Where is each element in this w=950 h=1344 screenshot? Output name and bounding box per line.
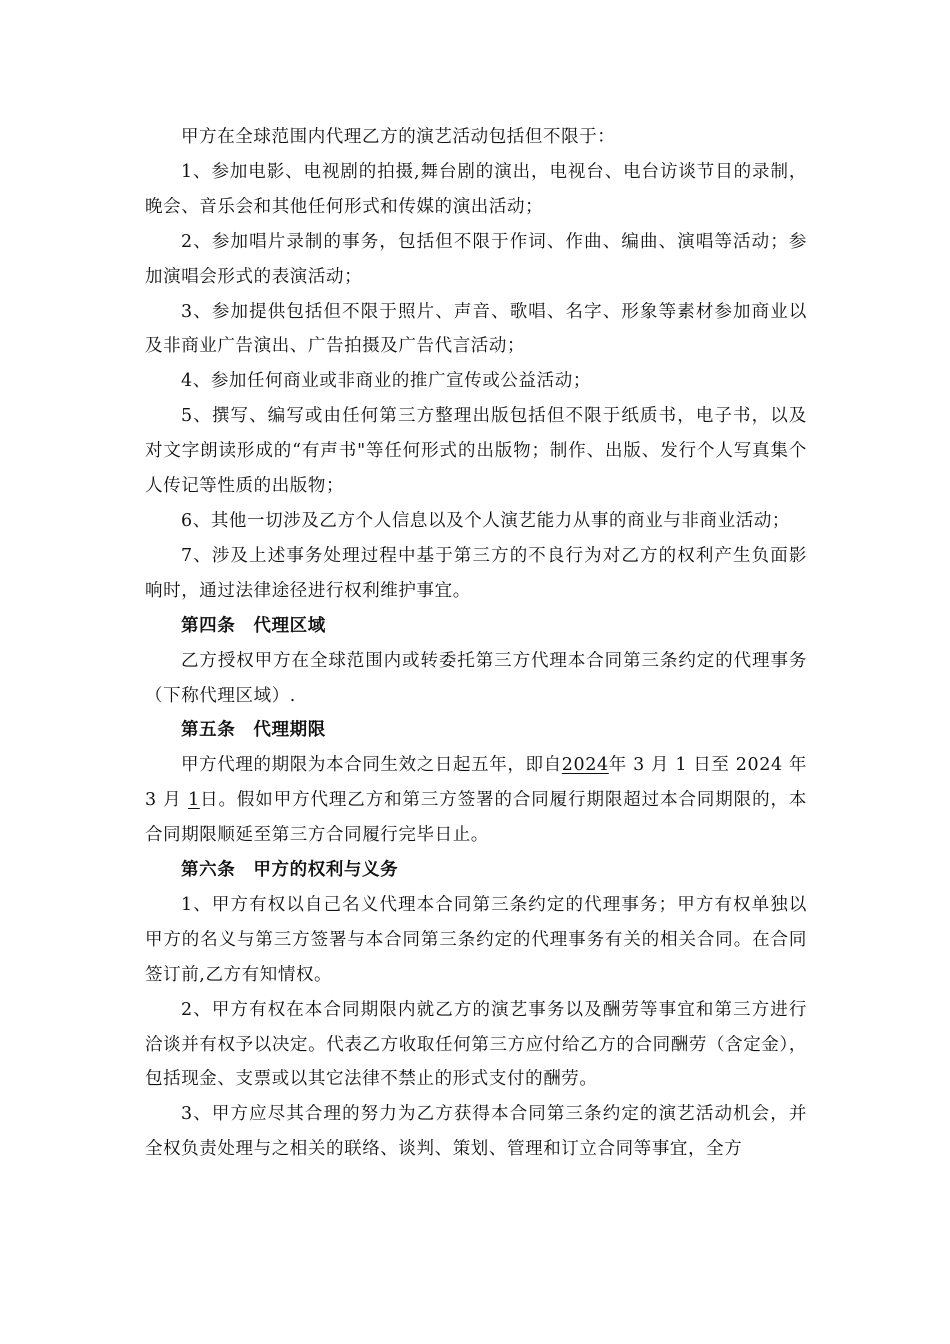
article-6-heading: 第六条 甲方的权利与义务 [181,860,399,881]
article-4-heading: 第四条 代理区域 [181,615,326,636]
document-body [145,120,807,1167]
article-6-item-1: 1、甲方有权以自己名义代理本合同第三条约定的代理事务；甲方有权单独以甲方的名义与第三方签署与本合同第三条约定的代理事务有关的相关合同。在合同签订前,乙方有知情权。 [145,894,807,985]
item-2: 2、参加唱片录制的事务，包括但不限于作词、作曲、编曲、演唱等活动；参加演唱会形式的表演活动； [145,231,807,287]
item-5: 5、撰写、编写或由任何第三方整理出版包括但不限于纸质书，电子书，以及对文字朗读形成的“有声书"等任何形式的出版物；制作、出版、发行个人写真集个人传记等性质的出版物； [145,406,807,497]
item-4: 4、参加任何商业或非商业的推广宣传或公益活动； [181,371,591,392]
start-year: 2024 [561,755,609,776]
article-5-body-part-2: 年 3 月 1 日至 2024 年 3 月 [145,755,807,811]
article-5-body-part-1: 甲方代理的期限为本合同生效之日起五年，即自 [181,755,562,776]
article-5-body-part-3: 日。假如甲方代理乙方和第三方签署的合同履行期限超过本合同期限的，本合同期限顺延至第三方合同履行完毕日止。 [145,790,807,846]
end-day: 1 [188,790,200,811]
item-1: 1、参加电影、电视剧的拍摄,舞台剧的演出，电视台、电台访谈节目的录制，晚会、音乐会和其他任何形式和传媒的演出活动； [145,161,807,217]
item-7: 7、涉及上述事务处理过程中基于第三方的不良行为对乙方的权利产生负面影响时，通过法律途径进行权利维护事宜。 [145,545,807,601]
article-6-item-3: 3、甲方应尽其合理的努力为乙方获得本合同第三条约定的演艺活动机会，并全权负责处理与之相关的联络、谈判、策划、管理和订立合同等事宜，全方 [145,1104,807,1160]
article-5-heading: 第五条 代理期限 [181,720,326,741]
article-5-body [145,748,807,853]
article-4-body: 乙方授权甲方在全球范围内或转委托第三方代理本合同第三条约定的代理事务（下称代理区域）. [145,650,807,706]
item-3: 3、参加提供包括但不限于照片、声音、歌唱、名字、形象等素材参加商业以及非商业广告演出、广告拍摄及广告代言活动； [145,301,807,357]
item-6: 6、其他一切涉及乙方个人信息以及个人演艺能力从事的商业与非商业活动； [181,510,791,531]
intro-paragraph: 甲方在全球范围内代理乙方的演艺活动包括但不限于： [181,127,616,147]
article-6-item-2: 2、甲方有权在本合同期限内就乙方的演艺事务以及酬劳等事宜和第三方进行洽谈并有权予以决定。代表乙方收取任何第三方应付给乙方的合同酬劳（含定金），包括现金、支票或以其它法律不禁止的形式支付的酬劳。 [145,999,807,1090]
